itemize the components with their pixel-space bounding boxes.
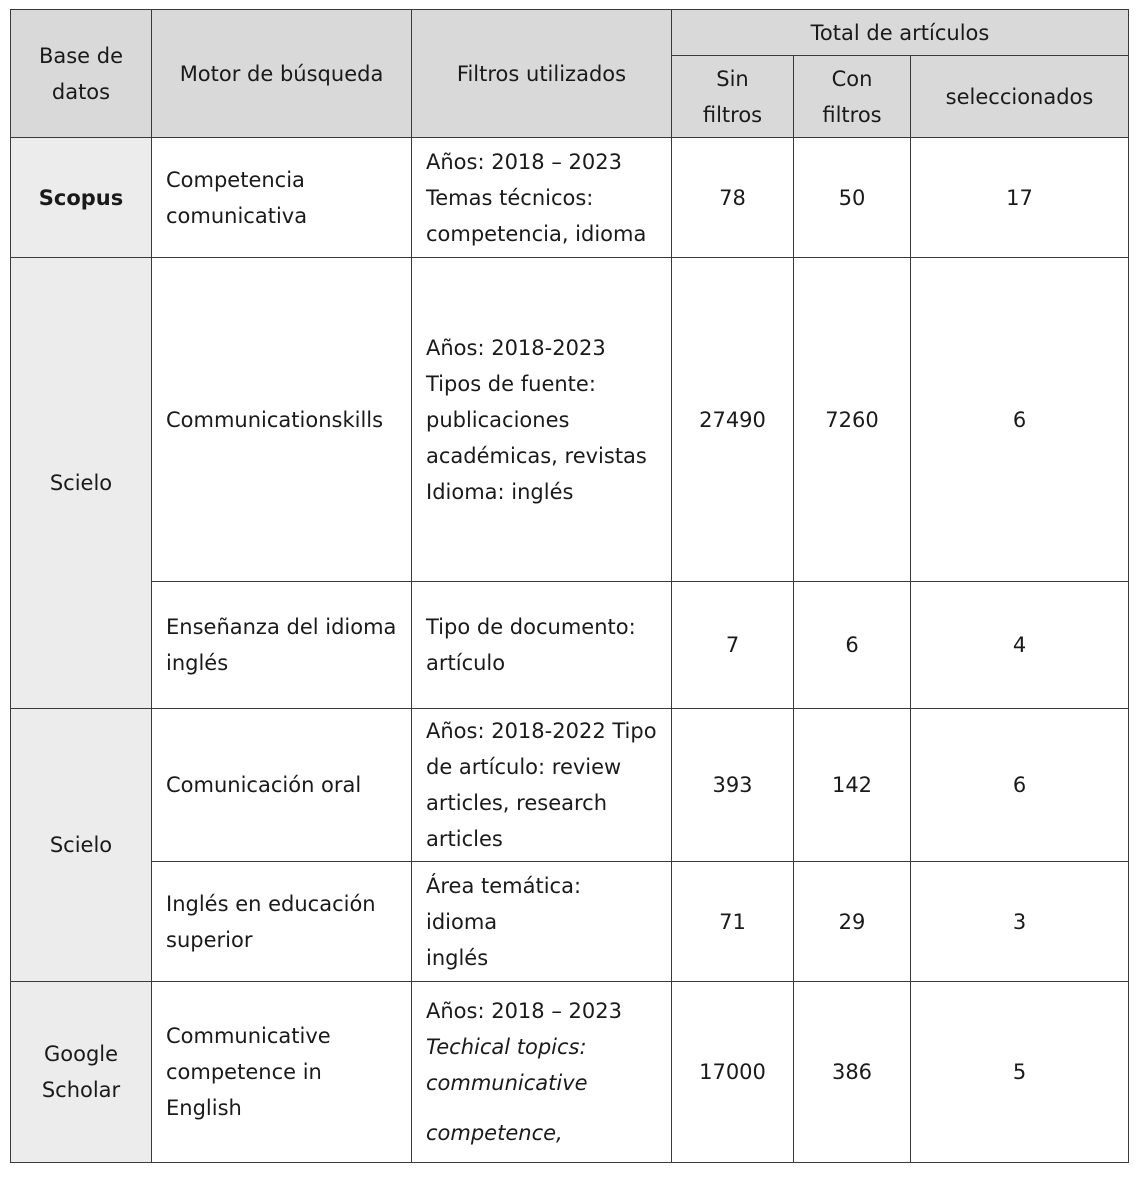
seleccionados-cell: 6 bbox=[911, 709, 1129, 862]
sin-filtros-cell: 17000 bbox=[672, 982, 794, 1163]
header-base-datos: Base de datos bbox=[11, 10, 152, 138]
con-filtros-cell: 29 bbox=[794, 862, 911, 982]
engine-cell: Enseñanza del idioma inglés bbox=[152, 582, 412, 709]
con-filtros-cell: 7260 bbox=[794, 258, 911, 582]
database-cell: Scielo bbox=[11, 709, 152, 982]
filter-line: Años: 2018 – 2023 bbox=[426, 999, 622, 1023]
engine-cell: Communicationskills bbox=[152, 258, 412, 582]
filter-line: Años: 2018-2023 bbox=[426, 335, 606, 360]
sin-filtros-cell: 393 bbox=[672, 709, 794, 862]
filter-line: Tipos de fuente: bbox=[426, 371, 596, 396]
table-row bbox=[11, 709, 1129, 862]
filter-line: Área temática: idioma bbox=[426, 873, 582, 934]
seleccionados-cell: 3 bbox=[911, 862, 1129, 982]
filter-line: Tipo de documento: bbox=[426, 615, 636, 639]
con-filtros-cell: 50 bbox=[794, 138, 911, 258]
filter-line: articles, research bbox=[426, 791, 608, 815]
database-cell: Scopus bbox=[11, 138, 152, 258]
header-total: Total de artículos bbox=[672, 10, 1129, 56]
filter-line: Temas técnicos: bbox=[426, 185, 594, 210]
sin-filtros-cell: 7 bbox=[672, 582, 794, 709]
engine-cell: Inglés en educación superior bbox=[152, 862, 412, 982]
filter-line: articles bbox=[426, 827, 503, 851]
filter-line: artículo bbox=[426, 651, 506, 675]
filters-cell bbox=[412, 138, 672, 258]
table-row bbox=[11, 982, 1129, 1163]
filter-line: Años: 2018 – 2023 bbox=[426, 149, 622, 174]
filter-line: competence, bbox=[426, 1121, 563, 1145]
sin-filtros-cell: 78 bbox=[672, 138, 794, 258]
database-cell: Google Scholar bbox=[11, 982, 152, 1163]
filter-line: publicaciones bbox=[426, 407, 570, 432]
con-filtros-cell: 386 bbox=[794, 982, 911, 1163]
con-filtros-cell: 6 bbox=[794, 582, 911, 709]
filters-cell bbox=[412, 862, 672, 982]
filter-line: inglés bbox=[426, 945, 489, 970]
sin-filtros-cell: 27490 bbox=[672, 258, 794, 582]
engine-cell: Competencia comunicativa bbox=[152, 138, 412, 258]
header-sin-filtros: Sin filtros bbox=[672, 56, 794, 138]
filter-line: de artículo: review bbox=[426, 755, 622, 779]
table-row bbox=[11, 258, 1129, 582]
filters-cell bbox=[412, 709, 672, 862]
seleccionados-cell: 17 bbox=[911, 138, 1129, 258]
seleccionados-cell: 5 bbox=[911, 982, 1129, 1163]
table-row bbox=[11, 582, 1129, 709]
database-cell: Scielo bbox=[11, 258, 152, 709]
filter-line: competencia, idioma bbox=[426, 221, 647, 246]
engine-cell: Comunicación oral bbox=[152, 709, 412, 862]
filters-cell bbox=[412, 982, 672, 1163]
header-con-filtros: Con filtros bbox=[794, 56, 911, 138]
filter-line: Techical topics: bbox=[426, 1035, 587, 1059]
sin-filtros-cell: 71 bbox=[672, 862, 794, 982]
filter-line: académicas, revistas bbox=[426, 443, 647, 468]
table-row bbox=[11, 862, 1129, 982]
filters-cell bbox=[412, 582, 672, 709]
header-motor: Motor de búsqueda bbox=[152, 10, 412, 138]
con-filtros-cell: 142 bbox=[794, 709, 911, 862]
engine-cell: Communicative competence in English bbox=[152, 982, 412, 1163]
filter-line: Idioma: inglés bbox=[426, 479, 574, 504]
header-filtros: Filtros utilizados bbox=[412, 10, 672, 138]
filter-line: Años: 2018-2022 Tipo bbox=[426, 719, 657, 743]
seleccionados-cell: 6 bbox=[911, 258, 1129, 582]
filter-line: communicative bbox=[426, 1071, 588, 1095]
table-row bbox=[11, 138, 1129, 258]
header-seleccionados: seleccionados bbox=[911, 56, 1129, 138]
filters-cell bbox=[412, 258, 672, 582]
seleccionados-cell: 4 bbox=[911, 582, 1129, 709]
articles-table bbox=[10, 9, 1129, 1163]
filter-gap bbox=[426, 1101, 657, 1115]
